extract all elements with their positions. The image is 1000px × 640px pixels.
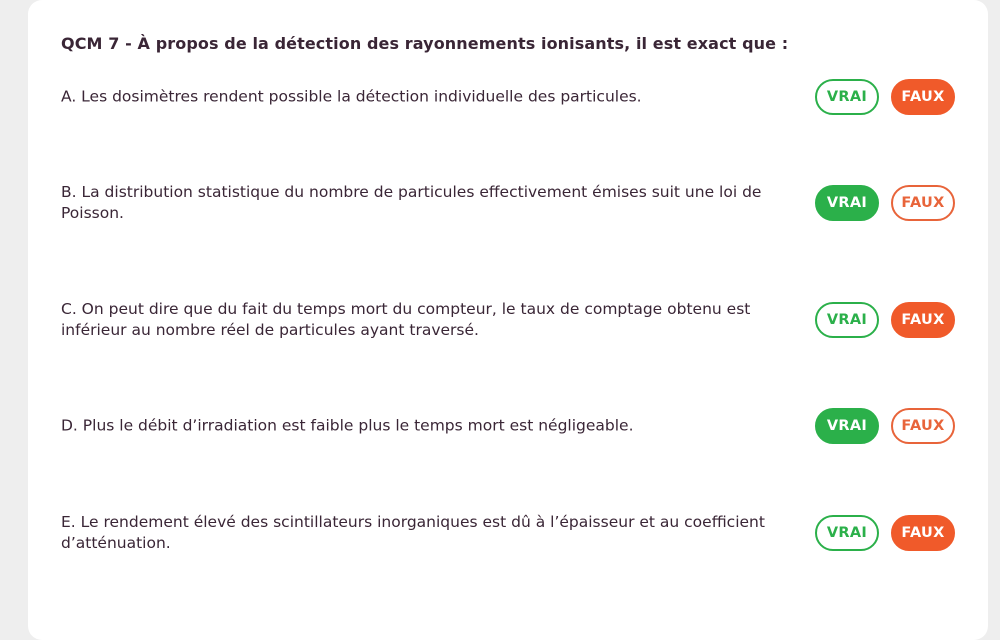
quiz-title: QCM 7 - À propos de la détection des rayonnements ionisants, il est exact que : bbox=[61, 34, 789, 53]
faux-button[interactable]: FAUX bbox=[891, 185, 955, 221]
question-text: B. La distribution statistique du nombre de particules effectivement émises suit une loi de Poisson. bbox=[61, 183, 762, 222]
faux-button[interactable]: FAUX bbox=[891, 515, 955, 551]
vrai-button[interactable]: VRAI bbox=[815, 302, 879, 338]
question-a bbox=[28, 77, 988, 117]
question-c bbox=[28, 300, 988, 340]
question-text: E. Le rendement élevé des scintillateurs inorganiques est dû à l’épaisseur et au coefficient d’atténuation. bbox=[61, 513, 765, 552]
question-d bbox=[28, 406, 988, 446]
vrai-button[interactable]: VRAI bbox=[815, 515, 879, 551]
vrai-button[interactable]: VRAI bbox=[815, 79, 879, 115]
question-text: C. On peut dire que du fait du temps mort du compteur, le taux de comptage obtenu est inférieur au nombre réel de particules ayant traversé. bbox=[61, 300, 751, 339]
question-text: A. Les dosimètres rendent possible la détection individuelle des particules. bbox=[61, 87, 642, 106]
faux-button[interactable]: FAUX bbox=[891, 408, 955, 444]
quiz-card bbox=[28, 0, 988, 640]
faux-button[interactable]: FAUX bbox=[891, 79, 955, 115]
question-e bbox=[28, 513, 988, 553]
vrai-button[interactable]: VRAI bbox=[815, 185, 879, 221]
faux-button[interactable]: FAUX bbox=[891, 302, 955, 338]
vrai-button[interactable]: VRAI bbox=[815, 408, 879, 444]
question-b bbox=[28, 183, 988, 223]
question-text: D. Plus le débit d’irradiation est faible plus le temps mort est négligeable. bbox=[61, 416, 634, 435]
